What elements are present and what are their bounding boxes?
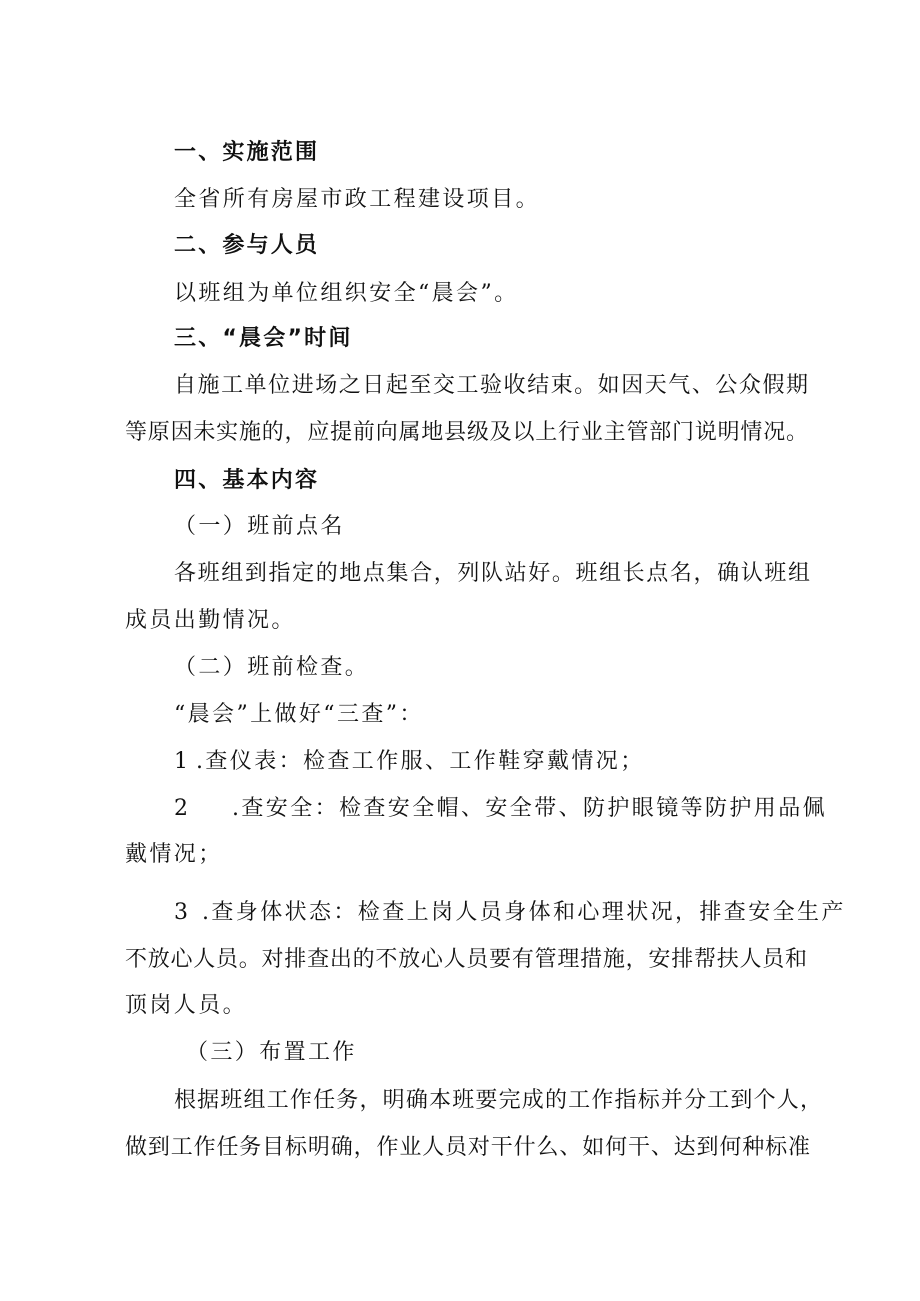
subsection-heading-inspection: （二）班前检查。 — [174, 655, 370, 680]
item-text: .查身体状态：检查上岗人员身体和心理状况，排查安全生产 — [202, 900, 846, 925]
section-body-participants: 以班组为单位组织安全“晨会”。 — [174, 281, 519, 306]
item-text: .查安全：检查安全帽、安全带、防护眼镜等防护用品佩 — [232, 796, 827, 821]
subsection-heading-assign-work: （三）布置工作 — [186, 1040, 357, 1065]
item-text: .查仪表：检查工作服、工作鞋穿戴情况； — [196, 749, 645, 774]
item-number: 1 — [174, 749, 191, 774]
inspection-item-2-continuation: 戴情况； — [125, 842, 223, 867]
item-number: 3 — [174, 900, 191, 925]
inspection-item-2 — [174, 794, 827, 824]
inspection-item-1 — [174, 747, 645, 777]
inspection-item-3 — [174, 898, 846, 928]
item-number: 2 — [174, 796, 191, 821]
subsection-body-assign-work-line1: 根据班组工作任务，明确本班要完成的工作指标并分工到个人， — [174, 1088, 822, 1113]
subsection-heading-roll-call: （一）班前点名 — [174, 514, 345, 539]
subsection-body-roll-call-line2: 成员出勤情况。 — [125, 608, 296, 633]
section-heading-time: 三、“晨会”时间 — [174, 326, 353, 351]
section-heading-content: 四、基本内容 — [174, 468, 320, 493]
section-body-scope: 全省所有房屋市政工程建设项目。 — [174, 187, 541, 212]
inspection-intro: “晨会”上做好“三查”： — [174, 702, 424, 727]
inspection-item-3-line2: 不放心人员。对排查出的不放心人员要有管理措施，安排帮扶人员和 — [125, 947, 807, 972]
section-body-time-line2: 等原因未实施的，应提前向属地县级及以上行业主管部门说明情况。 — [125, 420, 808, 445]
section-heading-participants: 二、参与人员 — [174, 233, 320, 258]
subsection-body-roll-call-line1: 各班组到指定的地点集合，列队站好。班组长点名，确认班组 — [174, 561, 810, 586]
section-heading-scope: 一、实施范围 — [174, 140, 320, 165]
subsection-body-assign-work-line2: 做到工作任务目标明确，作业人员对干什么、如何干、达到何种标准 — [125, 1135, 810, 1160]
section-body-time-line1: 自施工单位进场之日起至交工验收结束。如因天气、公众假期 — [174, 373, 808, 398]
inspection-item-3-line3: 顶岗人员。 — [125, 993, 248, 1018]
